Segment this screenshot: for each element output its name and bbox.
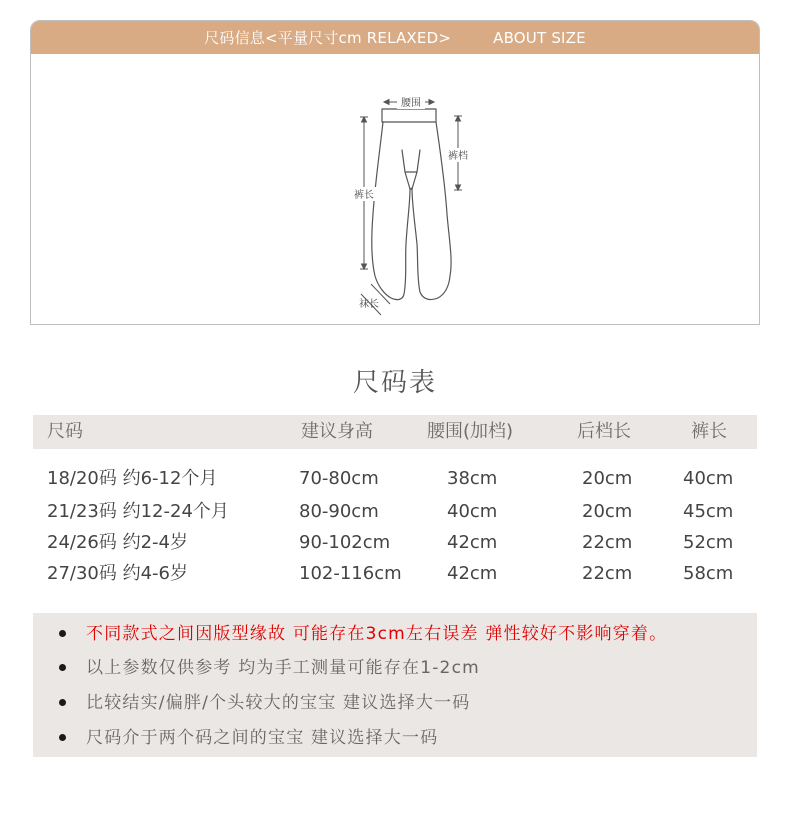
header-length: 裤长 [691,421,727,442]
size-info-panel [30,20,760,325]
cell-height: 70-80cm [299,468,379,489]
note-item [33,687,757,721]
size-info-banner [31,21,759,54]
size-table-header [33,415,757,449]
cell-size: 24/26码 约2-4岁 [47,532,188,553]
table-row [33,527,757,558]
cell-length: 40cm [683,468,734,489]
length-label: 裤长 [354,190,374,201]
cell-length: 52cm [683,532,734,553]
tights-diagram [31,54,759,324]
tights-outline [372,122,451,300]
gusset-outline [402,150,420,189]
table-row [33,558,757,589]
cell-waist: 42cm [447,563,498,584]
header-height: 建议身高 [301,421,373,442]
cell-height: 102-116cm [299,563,402,584]
rise-label: 裤档 [448,151,468,162]
waist-label: 腰围 [401,98,421,109]
note-text: 尺码介于两个码之间的宝宝 建议选择大一码 [86,728,439,748]
cell-back-rise: 22cm [582,532,633,553]
banner-subtitle: ABOUT SIZE [493,28,586,47]
bullet-icon [59,630,66,637]
cell-waist: 38cm [447,468,498,489]
cell-size: 27/30码 约4-6岁 [47,563,188,584]
note-text: 不同款式之间因版型缘故 可能存在3cm左右误差 弹性较好不影响穿着。 [86,624,668,644]
note-item [33,618,757,652]
cell-size: 18/20码 约6-12个月 [47,468,218,489]
cell-waist: 42cm [447,532,498,553]
cell-back-rise: 20cm [582,468,633,489]
note-text: 以上参数仅供参考 均为手工测量可能存在1-2cm [86,658,480,678]
cell-back-rise: 22cm [582,563,633,584]
header-size: 尺码 [47,421,83,442]
note-text: 比较结实/偏胖/个头较大的宝宝 建议选择大一码 [86,693,471,713]
table-row [33,496,757,527]
note-item [33,722,757,756]
cell-length: 45cm [683,501,734,522]
header-back-rise: 后档长 [577,421,631,442]
sock-label: 袜长 [359,299,379,310]
bullet-icon [59,734,66,741]
cell-size: 21/23码 约12-24个月 [47,501,229,522]
cell-height: 80-90cm [299,501,379,522]
table-row [33,463,757,494]
size-table-title: 尺码表 [352,368,437,398]
bullet-icon [59,664,66,671]
note-item [33,652,757,686]
header-waist: 腰围(加档) [427,421,514,442]
bullet-icon [59,699,66,706]
cell-height: 90-102cm [299,532,391,553]
cell-waist: 40cm [447,501,498,522]
cell-length: 58cm [683,563,734,584]
cell-back-rise: 20cm [582,501,633,522]
waistband-outline [382,109,436,122]
size-notes-panel [33,613,757,757]
banner-title: 尺码信息<平量尺寸cm RELAXED> [204,29,452,47]
